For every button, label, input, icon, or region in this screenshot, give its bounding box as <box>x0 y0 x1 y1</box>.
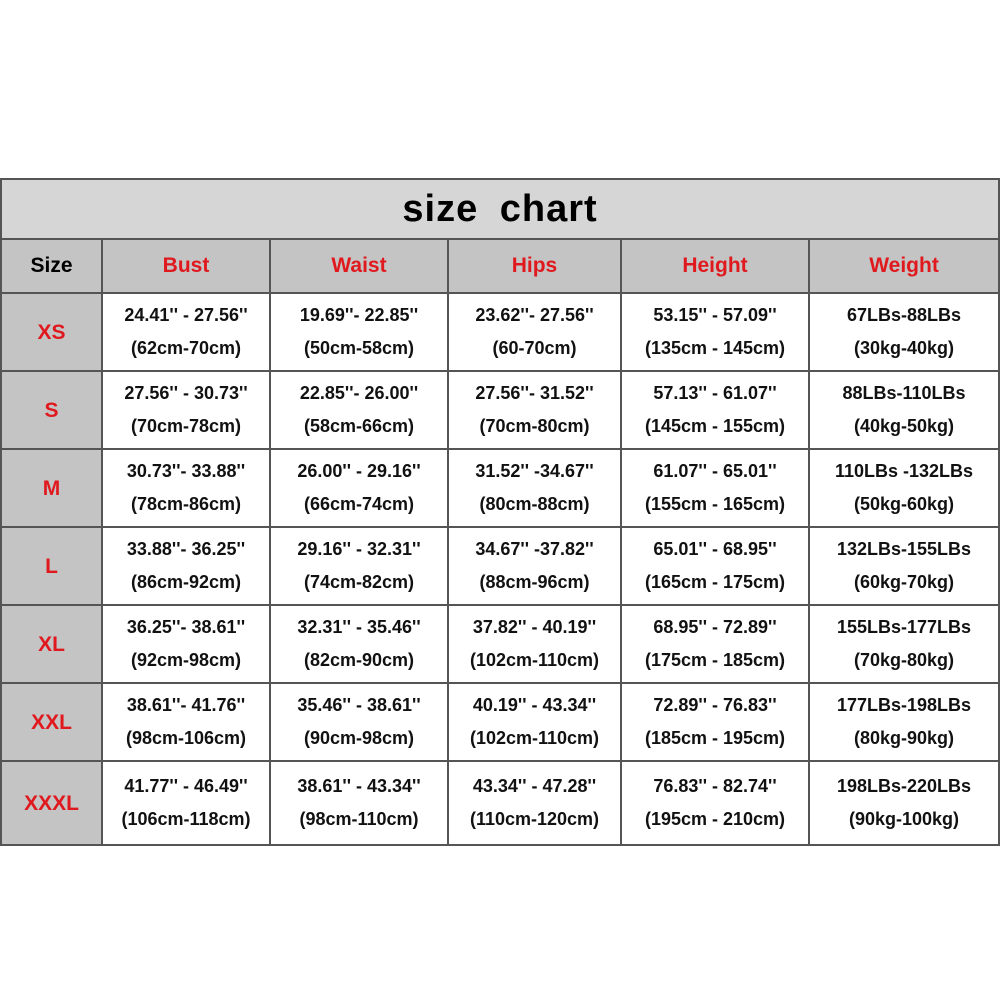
hips-cell <box>448 683 621 761</box>
weight-metric: (40kg-50kg) <box>854 416 955 436</box>
hips-inches: 23.62''- 27.56'' <box>475 305 594 325</box>
hips-cell <box>448 605 621 683</box>
size-label: XS <box>1 293 102 371</box>
table-row <box>1 527 999 605</box>
waist-cell <box>270 449 448 527</box>
hips-metric: (110cm-120cm) <box>469 809 600 829</box>
hips-inches: 40.19'' - 43.34'' <box>472 695 597 715</box>
weight-inches: 67LBs-88LBs <box>847 305 962 325</box>
waist-cell <box>270 293 448 371</box>
waist-inches: 38.61'' - 43.34'' <box>297 776 421 796</box>
waist-inches: 29.16'' - 32.31'' <box>297 539 421 559</box>
size-label: M <box>1 449 102 527</box>
weight-cell <box>809 683 999 761</box>
table-row <box>1 605 999 683</box>
size-label: XXL <box>1 683 102 761</box>
header-waist: Waist <box>270 239 448 293</box>
weight-inches: 198LBs-220LBs <box>836 776 972 796</box>
bust-cell <box>102 371 270 449</box>
hips-metric: (80cm-88cm) <box>479 494 590 514</box>
hips-cell <box>448 371 621 449</box>
waist-inches: 35.46'' - 38.61'' <box>297 695 421 715</box>
height-inches: 76.83'' - 82.74'' <box>653 776 777 796</box>
height-inches: 61.07'' - 65.01'' <box>653 461 777 481</box>
weight-cell <box>809 527 999 605</box>
waist-inches: 26.00'' - 29.16'' <box>297 461 421 481</box>
weight-metric: (50kg-60kg) <box>854 494 955 514</box>
waist-cell <box>270 371 448 449</box>
weight-inches: 155LBs-177LBs <box>836 617 972 637</box>
waist-metric: (50cm-58cm) <box>303 338 415 358</box>
weight-metric: (30kg-40kg) <box>854 338 955 358</box>
bust-inches: 38.61''- 41.76'' <box>126 695 246 715</box>
bust-cell <box>102 761 270 845</box>
waist-metric: (82cm-90cm) <box>303 650 415 670</box>
header-row <box>1 239 999 293</box>
table-row <box>1 449 999 527</box>
bust-inches: 27.56'' - 30.73'' <box>124 383 248 403</box>
size-chart-table <box>0 178 1000 846</box>
weight-inches: 110LBs -132LBs <box>834 461 974 481</box>
bust-metric: (98cm-106cm) <box>125 728 247 748</box>
bust-inches: 30.73''- 33.88'' <box>126 461 246 481</box>
header-size: Size <box>1 239 102 293</box>
hips-cell <box>448 293 621 371</box>
bust-inches: 41.77'' - 46.49'' <box>124 776 248 796</box>
bust-inches: 24.41'' - 27.56'' <box>124 305 248 325</box>
waist-metric: (98cm-110cm) <box>299 809 419 829</box>
height-cell <box>621 683 809 761</box>
bust-cell <box>102 449 270 527</box>
height-inches: 57.13'' - 61.07'' <box>653 383 777 403</box>
height-cell <box>621 371 809 449</box>
header-height: Height <box>621 239 809 293</box>
bust-cell <box>102 683 270 761</box>
height-metric: (135cm - 145cm) <box>644 338 786 358</box>
bust-metric: (78cm-86cm) <box>130 494 242 514</box>
height-inches: 68.95'' - 72.89'' <box>653 617 777 637</box>
hips-inches: 27.56''- 31.52'' <box>475 383 594 403</box>
table-row <box>1 761 999 845</box>
bust-metric: (86cm-92cm) <box>130 572 242 592</box>
height-cell <box>621 527 809 605</box>
weight-inches: 88LBs-110LBs <box>842 383 966 403</box>
height-inches: 72.89'' - 76.83'' <box>653 695 777 715</box>
bust-metric: (62cm-70cm) <box>130 338 242 358</box>
header-weight: Weight <box>809 239 999 293</box>
height-metric: (175cm - 185cm) <box>644 650 786 670</box>
weight-cell <box>809 449 999 527</box>
height-cell <box>621 761 809 845</box>
hips-inches: 43.34'' - 47.28'' <box>472 776 597 796</box>
height-cell <box>621 449 809 527</box>
bust-cell <box>102 293 270 371</box>
bust-cell <box>102 527 270 605</box>
table-row <box>1 293 999 371</box>
waist-inches: 19.69''- 22.85'' <box>299 305 419 325</box>
bust-metric: (70cm-78cm) <box>130 416 242 436</box>
hips-cell <box>448 449 621 527</box>
waist-metric: (90cm-98cm) <box>303 728 415 748</box>
hips-cell <box>448 527 621 605</box>
bust-inches: 36.25''- 38.61'' <box>126 617 246 637</box>
weight-metric: (60kg-70kg) <box>854 572 955 592</box>
weight-metric: (90kg-100kg) <box>849 809 960 829</box>
size-label: XXXL <box>1 761 102 845</box>
waist-cell <box>270 605 448 683</box>
bust-metric: (92cm-98cm) <box>130 650 242 670</box>
weight-metric: (70kg-80kg) <box>854 650 955 670</box>
waist-cell <box>270 527 448 605</box>
header-hips: Hips <box>448 239 621 293</box>
weight-cell <box>809 293 999 371</box>
hips-metric: (102cm-110cm) <box>469 650 600 670</box>
height-metric: (195cm - 210cm) <box>644 809 786 829</box>
bust-inches: 33.88''- 36.25'' <box>126 539 246 559</box>
height-inches: 65.01'' - 68.95'' <box>653 539 777 559</box>
weight-cell <box>809 761 999 845</box>
height-metric: (165cm - 175cm) <box>644 572 786 592</box>
size-label: XL <box>1 605 102 683</box>
hips-metric: (102cm-110cm) <box>469 728 600 748</box>
hips-inches: 37.82'' - 40.19'' <box>472 617 597 637</box>
size-label: S <box>1 371 102 449</box>
weight-inches: 132LBs-155LBs <box>836 539 972 559</box>
waist-metric: (74cm-82cm) <box>303 572 415 592</box>
hips-inches: 34.67'' -37.82'' <box>475 539 594 559</box>
hips-metric: (60-70cm) <box>492 338 577 358</box>
bust-metric: (106cm-118cm) <box>121 809 251 829</box>
hips-metric: (70cm-80cm) <box>479 416 590 436</box>
table-row <box>1 371 999 449</box>
weight-cell <box>809 371 999 449</box>
hips-cell <box>448 761 621 845</box>
height-metric: (155cm - 165cm) <box>644 494 786 514</box>
height-inches: 53.15'' - 57.09'' <box>653 305 777 325</box>
height-cell <box>621 605 809 683</box>
waist-inches: 32.31'' - 35.46'' <box>297 617 421 637</box>
weight-metric: (80kg-90kg) <box>854 728 955 748</box>
weight-cell <box>809 605 999 683</box>
chart-title: size chart <box>1 179 999 239</box>
table-row <box>1 683 999 761</box>
bust-cell <box>102 605 270 683</box>
height-metric: (145cm - 155cm) <box>644 416 786 436</box>
hips-metric: (88cm-96cm) <box>479 572 590 592</box>
size-label: L <box>1 527 102 605</box>
waist-metric: (58cm-66cm) <box>303 416 415 436</box>
height-metric: (185cm - 195cm) <box>644 728 786 748</box>
waist-cell <box>270 761 448 845</box>
height-cell <box>621 293 809 371</box>
waist-metric: (66cm-74cm) <box>303 494 415 514</box>
waist-inches: 22.85''- 26.00'' <box>299 383 419 403</box>
header-bust: Bust <box>102 239 270 293</box>
weight-inches: 177LBs-198LBs <box>836 695 972 715</box>
hips-inches: 31.52'' -34.67'' <box>475 461 594 481</box>
waist-cell <box>270 683 448 761</box>
